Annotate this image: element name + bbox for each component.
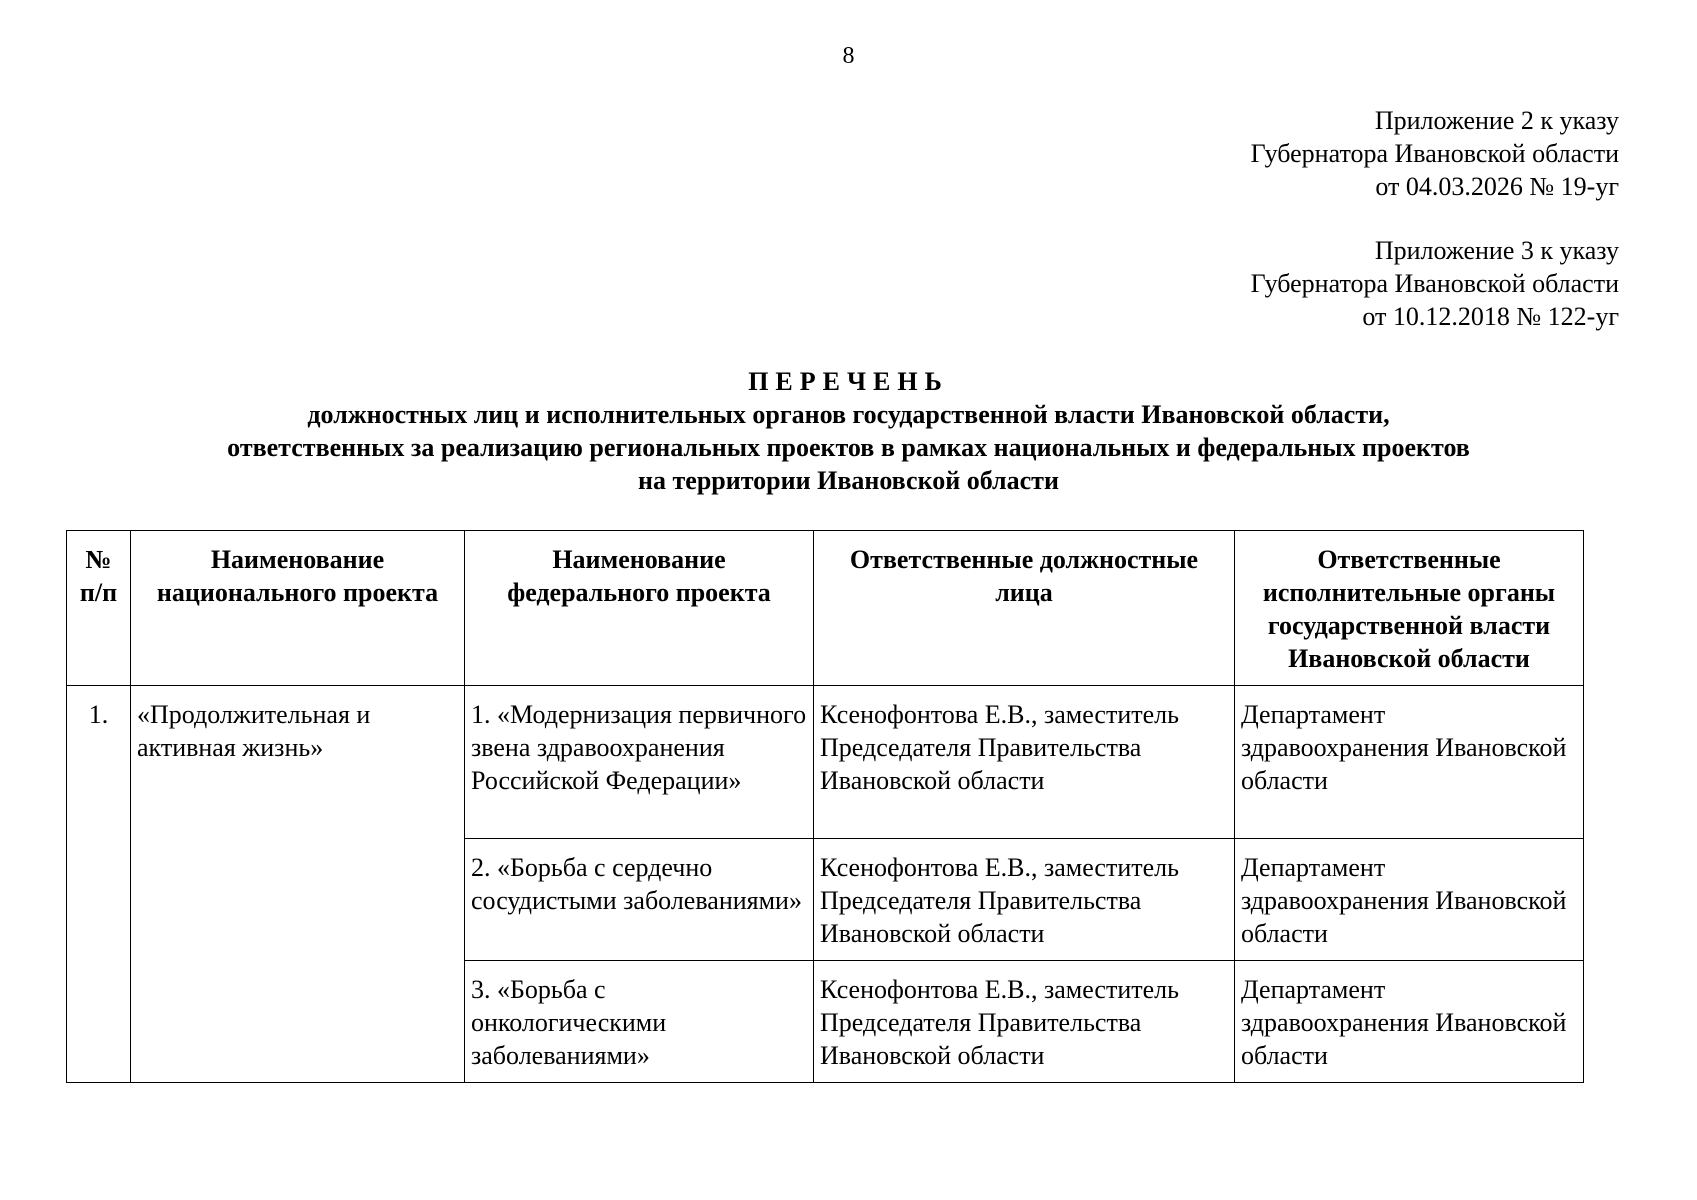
federal-project-cell: 3. «Борьба с онкологическими заболеваниями» bbox=[465, 961, 814, 1083]
bodies-cell: Департамент здравоохранения Ивановской области bbox=[1235, 839, 1584, 961]
document-title-block bbox=[60, 365, 1637, 497]
federal-project-cell: 2. «Борьба с сердечно сосудистыми заболеваниями» bbox=[465, 839, 814, 961]
document-subtitle-line-3: на территории Ивановской области bbox=[638, 466, 1059, 495]
document-subtitle-line-1: должностных лиц и исполнительных органов государственной власти Ивановской области, bbox=[307, 400, 1390, 429]
page-number: 8 bbox=[842, 43, 855, 69]
bodies-cell: Департамент здравоохранения Ивановской области bbox=[1235, 686, 1584, 839]
header-num: № п/п bbox=[67, 531, 131, 686]
appendix-2-line-2: Губернатора Ивановской области bbox=[1250, 139, 1619, 168]
appendix-2-reference bbox=[1251, 104, 1619, 203]
appendix-3-reference bbox=[1251, 234, 1619, 333]
header-bodies: Ответственные исполнительные органы государственной власти Ивановской области bbox=[1235, 531, 1584, 686]
appendix-3-line-2: Губернатора Ивановской области bbox=[1250, 269, 1619, 298]
header-national-project: Наименование национального проекта bbox=[131, 531, 465, 686]
table-header-row bbox=[67, 531, 1584, 686]
header-officials: Ответственные должностные лица bbox=[814, 531, 1235, 686]
projects-table bbox=[66, 530, 1584, 1083]
bodies-cell: Департамент здравоохранения Ивановской области bbox=[1235, 961, 1584, 1083]
document-subtitle-line-2: ответственных за реализацию региональных проектов в рамках национальных и федеральных проектов bbox=[227, 433, 1470, 462]
national-project-cell: «Продолжительная и активная жизнь» bbox=[131, 686, 465, 1083]
appendix-2-line-1: Приложение 2 к указу bbox=[1374, 106, 1619, 135]
federal-project-cell: 1. «Модернизация первичного звена здравоохранения Российской Федерации» bbox=[465, 686, 814, 839]
table-row bbox=[67, 686, 1584, 839]
officials-cell: Ксенофонтова Е.В., заместитель Председателя Правительства Ивановской области bbox=[814, 839, 1235, 961]
appendix-3-line-3: от 10.12.2018 № 122-уг bbox=[1362, 302, 1619, 331]
officials-cell: Ксенофонтова Е.В., заместитель Председателя Правительства Ивановской области bbox=[814, 686, 1235, 839]
officials-cell: Ксенофонтова Е.В., заместитель Председателя Правительства Ивановской области bbox=[814, 961, 1235, 1083]
document-heading: ПЕРЕЧЕНЬ bbox=[748, 367, 949, 396]
appendix-3-line-1: Приложение 3 к указу bbox=[1374, 236, 1619, 265]
appendix-2-line-3: от 04.03.2026 № 19-уг bbox=[1375, 172, 1619, 201]
row-num: 1. bbox=[67, 686, 131, 1083]
header-federal-project: Наименование федерального проекта bbox=[465, 531, 814, 686]
